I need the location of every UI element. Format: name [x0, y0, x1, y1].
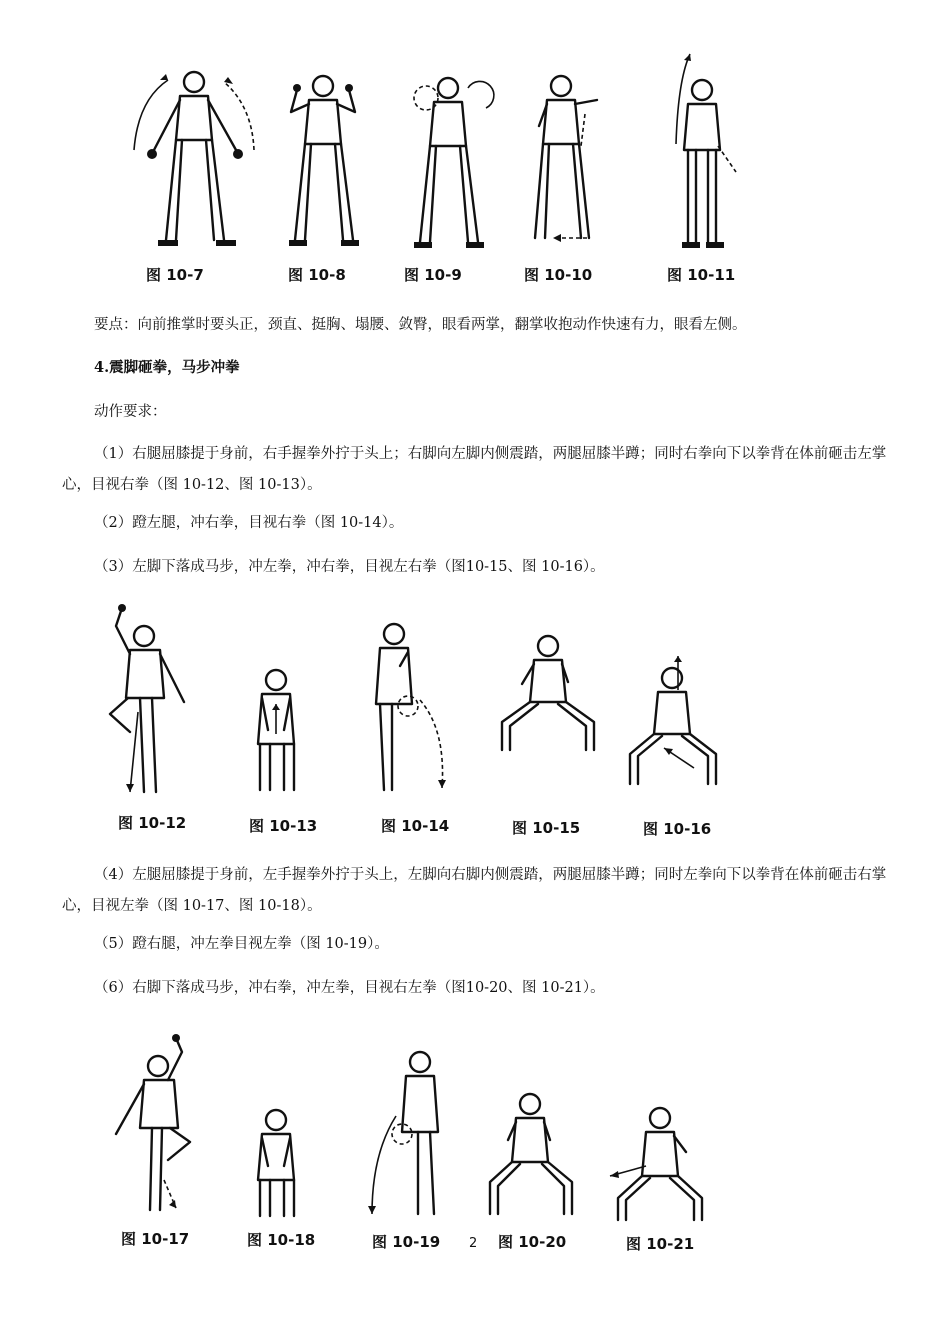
caption-10-13: 图 10-13	[249, 817, 318, 835]
figure-10-18	[248, 1106, 308, 1222]
figure-10-8	[283, 66, 363, 252]
figure-10-17	[104, 1030, 204, 1220]
page-number: 2	[469, 1236, 478, 1251]
key-points-paragraph: 要点：向前推掌时要头正，颈直、挺胸、塌腰、敛臀，眼看两掌，翻掌收抱动作快速有力，眼看左侧。	[94, 317, 747, 333]
figure-10-10	[525, 66, 605, 252]
caption-10-21: 图 10-21	[626, 1235, 695, 1253]
caption-10-14: 图 10-14	[381, 817, 450, 835]
figure-10-11	[662, 50, 742, 252]
caption-10-15: 图 10-15	[512, 819, 581, 837]
figure-10-14	[366, 620, 456, 800]
figure-10-21	[602, 1096, 712, 1226]
caption-10-18: 图 10-18	[247, 1231, 316, 1249]
step-3-paragraph: （3）左脚下落成马步，冲左拳，冲右拳，目视左右拳（图10-15、图 10-16）。	[94, 559, 605, 575]
caption-10-7: 图 10-7	[146, 266, 204, 284]
caption-10-8: 图 10-8	[288, 266, 346, 284]
figure-10-20	[484, 1090, 580, 1220]
caption-10-20: 图 10-20	[498, 1233, 567, 1251]
step-6-paragraph: （6）右脚下落成马步，冲右拳，冲左拳，目视右左拳（图10-20、图 10-21）。	[94, 980, 605, 996]
step-5-paragraph: （5）蹬右腿，冲左拳目视左拳（图 10-19）。	[94, 936, 389, 952]
caption-10-19: 图 10-19	[372, 1233, 441, 1251]
caption-10-10: 图 10-10	[524, 266, 593, 284]
figure-10-13	[248, 664, 308, 798]
figure-10-16	[624, 650, 728, 790]
requirement-label: 动作要求：	[94, 404, 167, 420]
caption-10-11: 图 10-11	[667, 266, 736, 284]
figure-10-12	[100, 602, 200, 802]
caption-10-17: 图 10-17	[121, 1230, 190, 1248]
step-4-paragraph: （4）左腿屈膝提于身前，左手握拳外拧于头上，左脚向右脚内侧震踏，两腿屈膝半蹲；同时左拳向下以拳背在体前砸击右掌心，目视左拳（图 10-17、图 10-18）。	[62, 867, 887, 914]
caption-10-16: 图 10-16	[643, 820, 712, 838]
section-heading-4: 4.震脚砸拳，马步冲拳	[94, 359, 240, 376]
figure-10-19	[362, 1044, 452, 1224]
caption-10-9: 图 10-9	[404, 266, 462, 284]
figure-10-7	[128, 60, 268, 252]
step-2-paragraph: （2）蹬左腿，冲右拳，目视右拳（图 10-14）。	[94, 515, 404, 531]
caption-10-12: 图 10-12	[118, 814, 187, 832]
step-1-paragraph: （1）右腿屈膝提于身前，右手握拳外拧于头上；右脚向左脚内侧震踏，两腿屈膝半蹲；同时右拳向下以拳背在体前砸击左掌心，目视右拳（图 10-12、图 10-13）。	[62, 446, 887, 493]
figure-10-9	[408, 66, 498, 252]
figure-10-15	[494, 632, 604, 756]
